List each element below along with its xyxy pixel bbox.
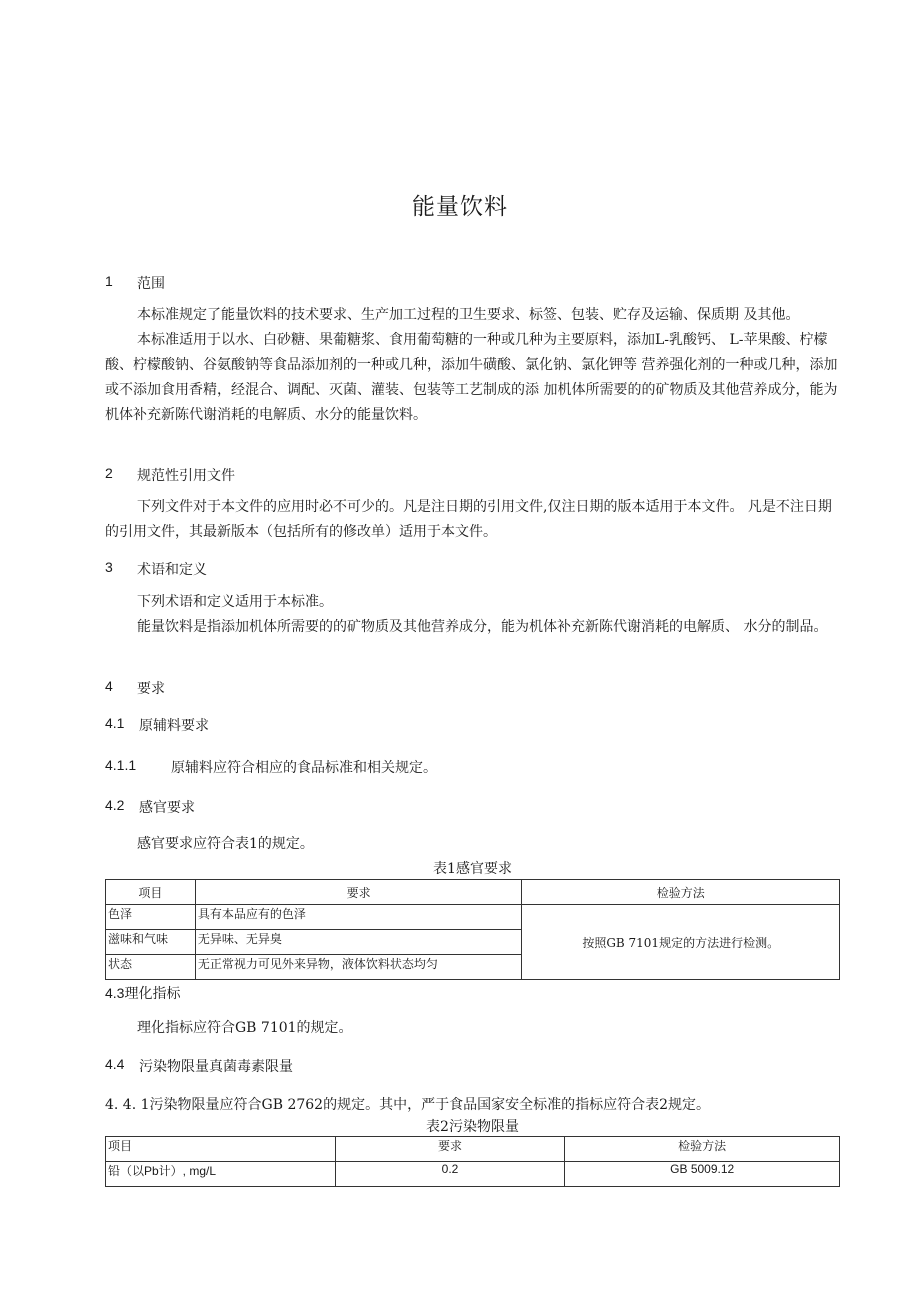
- section-4-3-heading: 4.3理化指标: [105, 985, 181, 1001]
- section-2-number: 2: [105, 465, 113, 481]
- section-2-title: 规范性引用文件: [137, 468, 235, 484]
- section-4-1-1-text: 原辅料应符合相应的食品标准和相关规定。: [171, 760, 437, 776]
- section-4-heading: [105, 678, 165, 698]
- table-2-caption: 表2污染物限量: [426, 1119, 519, 1135]
- section-4-1-heading: [105, 715, 209, 735]
- table-1-cell-requirement: 无正常视力可见外来异物，液体饮料状态均匀: [195, 955, 522, 980]
- table-1-header-item: 项目: [106, 880, 196, 905]
- section-4-1-title: 原辅料要求: [139, 718, 209, 734]
- section-3-paragraph-2: 能量饮料是指添加机体所需要的的矿物质及其他营养成分，能为机体补充新陈代谢消耗的电解质、 水分的制品。: [137, 619, 828, 635]
- section-4-4-number: 4.4: [105, 1056, 125, 1072]
- section-1-body: [105, 303, 842, 428]
- table-1-header-requirement: 要求: [195, 880, 522, 905]
- section-4-title: 要求: [137, 681, 165, 697]
- section-4-1-1-number: 4.1.1: [105, 757, 137, 773]
- section-1-heading: [105, 273, 165, 293]
- section-4-2-paragraph: 感官要求应符合表1的规定。: [137, 836, 314, 852]
- section-1-title: 范围: [137, 276, 165, 292]
- section-4-2-heading: [105, 797, 195, 817]
- section-3-body: [105, 590, 842, 640]
- table-2-header-method: 检验方法: [565, 1137, 840, 1162]
- table-1-cell-method: 按照GB 7101规定的方法进行检测。: [522, 905, 840, 980]
- section-4-2-number: 4.2: [105, 797, 125, 813]
- section-4-1-1: [105, 757, 437, 777]
- section-1-paragraph-1: 本标准规定了能量饮料的技术要求、生产加工过程的卫生要求、标签、包装、贮存及运输、保质期 及其他。: [137, 307, 800, 323]
- section-3-title: 术语和定义: [137, 562, 207, 578]
- section-2-heading: [105, 465, 235, 485]
- contaminant-table: [105, 1136, 840, 1187]
- section-4-4-heading: [105, 1056, 293, 1076]
- table-1-cell-requirement: 无异味、无异臭: [195, 930, 522, 955]
- table-2-cell-requirement: 0.2: [335, 1162, 565, 1187]
- table-1-cell-item: 滋味和气味: [106, 930, 196, 955]
- table-1-header-method: 检验方法: [522, 880, 840, 905]
- section-3-paragraph-1: 下列术语和定义适用于本标准。: [137, 594, 333, 610]
- section-3-heading: [105, 559, 207, 579]
- table-2-header-item: 项目: [106, 1137, 336, 1162]
- document-title: 能量饮料: [412, 194, 508, 220]
- table-2-cell-method: GB 5009.12: [565, 1162, 840, 1187]
- section-4-4-1-text: 4. 4. 1污染物限量应符合GB 2762的规定。其中，严于食品国家安全标准的指标应符合表2规定。: [105, 1097, 710, 1113]
- section-4-2-title: 感官要求: [139, 800, 195, 816]
- section-2-paragraph-1: 下列文件对于本文件的应用时必不可少的。凡是注日期的引用文件,仅注日期的版本适用于本文件。 凡是不注日期的引用文件，其最新版本（包括所有的修改单）适用于本文件。: [105, 499, 832, 540]
- section-2-body: [105, 495, 842, 545]
- section-4-1-number: 4.1: [105, 715, 125, 731]
- section-4-number: 4: [105, 678, 113, 694]
- section-4-4-title: 污染物限量真菌毒素限量: [139, 1059, 293, 1075]
- table-1-cell-item: 色泽: [106, 905, 196, 930]
- table-1-cell-item: 状态: [106, 955, 196, 980]
- table-2-cell-item: 铅（以Pb计）, mg/L: [106, 1162, 336, 1187]
- section-1-number: 1: [105, 273, 113, 289]
- table-1-cell-requirement: 具有本品应有的色泽: [195, 905, 522, 930]
- section-1-paragraph-2: 本标准适用于以水、白砂糖、果葡糖浆、食用葡萄糖的一种或几种为主要原料，添加L-乳酸钙、 L-苹果酸、柠檬酸、柠檬酸钠、谷氨酸钠等食品添加剂的一种或几种，添加牛磺酸、氯化钠、氯化钾等 营养强化剂的一种或几种，添加或不添加食用香精，经混合、调配、灭菌、灌装、包装等工艺制成的添 加机体所需要的的矿物质及其他营养成分，能为机体补充新陈代谢消耗的电解质、水分的能量饮料。: [105, 332, 838, 423]
- table-2-header-requirement: 要求: [335, 1137, 565, 1162]
- sensory-table: [105, 879, 840, 980]
- table-1-caption: 表1感官要求: [433, 861, 512, 877]
- section-3-number: 3: [105, 559, 113, 575]
- section-4-3-paragraph: 理化指标应符合GB 7101的规定。: [137, 1020, 353, 1036]
